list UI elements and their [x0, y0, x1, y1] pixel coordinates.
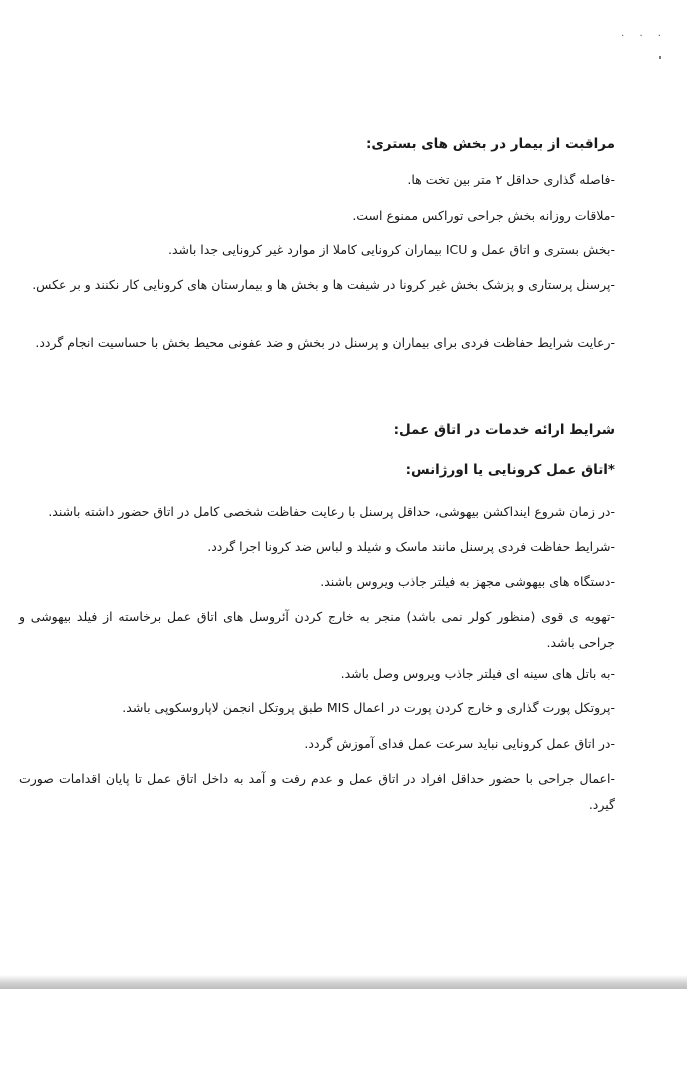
- section2-item-7: -در اتاق عمل کرونایی نباید سرعت عمل فدای آموزش گردد.: [304, 736, 615, 751]
- scan-speck: [659, 56, 661, 59]
- section1-item-5: -رعایت شرایط حفاظت فردی برای بیماران و پرسنل در بخش و ضد عفونی محیط بخش با حساسیت انجام گردد.: [35, 335, 615, 350]
- section2-item-6: -پروتکل پورت گذاری و خارج کردن پورت در اعمال MIS طبق پروتکل انجمن لاپاروسکوپی باشد.: [122, 700, 615, 715]
- section2-item-3: -دستگاه های بیهوشی مجهز به فیلتر جاذب ویروس باشند.: [320, 574, 615, 589]
- section2-item-8: -اعمال جراحی با حضور حداقل افراد در اتاق عمل و عدم رفت و آمد به داخل اتاق عمل تا پایان اقدامات صورت گیرد.: [19, 771, 615, 812]
- section1-item-1: -فاصله گذاری حداقل ۲ متر بین تخت ها.: [407, 172, 615, 187]
- section2-item-4: -تهویه ی قوی (منظور کولر نمی باشد) منجر به خارج کردن آئروسل های اتاق عمل برخاسته از فیلد بیهوشی و جراحی باشد.: [19, 609, 615, 650]
- section2-item-2: -شرایط حفاظت فردی پرسنل مانند ماسک و شیلد و لباس ضد کرونا اجرا گردد.: [207, 539, 615, 554]
- scan-edge: [0, 975, 687, 989]
- section2-item-1: -در زمان شروع ایندا‌کشن بیهوشی، حداقل پرسنل با رعایت حفاظت شخصی کامل در اتاق حضور داشته باشند.: [48, 504, 615, 519]
- section1-item-2: -ملاقات روزانه بخش جراحی توراکس ممنوع است.: [352, 208, 615, 223]
- section2-heading: شرایط ارائه خدمات در اتاق عمل:: [393, 422, 615, 438]
- section2-subheading: *اتاق عمل کرونایی یا اورژانس:: [405, 462, 615, 478]
- scan-specks: . . .: [621, 28, 667, 39]
- section1-item-4: -پرسنل پرستاری و پزشک بخش غیر کرونا در شیفت ها و بخش ها و بیمارستان های کرونایی کار نکنند و بر عکس.: [32, 277, 615, 292]
- section1-heading: مراقبت از بیمار در بخش های بستری:: [366, 136, 615, 152]
- section1-item-3: -بخش بستری و اتاق عمل و ICU بیماران کرونایی کاملا از موارد غیر کرونایی جدا باشد.: [168, 242, 615, 257]
- section2-item-5: -به باتل های سینه ای فیلتر جاذب ویروس وصل باشد.: [340, 666, 615, 681]
